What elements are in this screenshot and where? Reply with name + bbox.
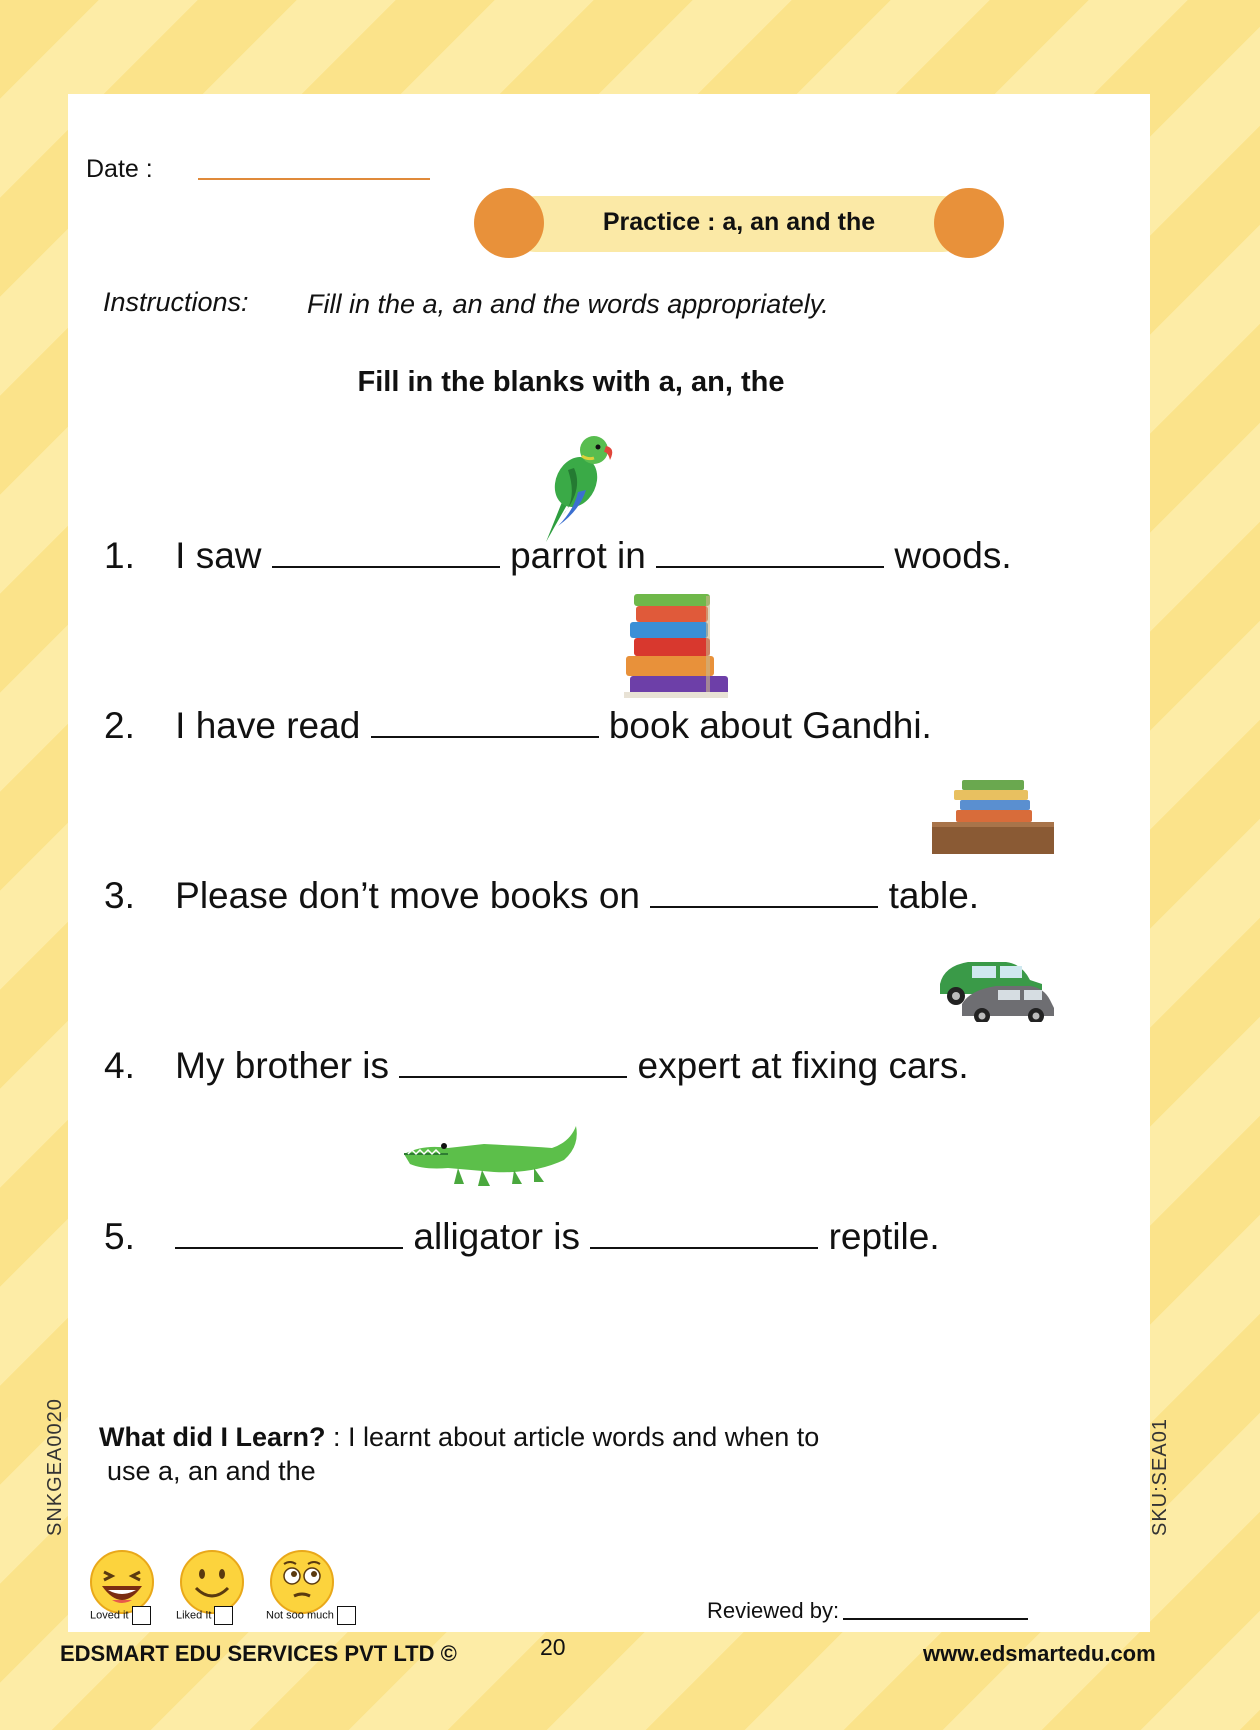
question-3: [104, 875, 979, 917]
footer-website[interactable]: www.edsmartedu.com: [923, 1641, 1156, 1666]
question-text: expert at fixing cars.: [637, 1045, 969, 1086]
answer-blank[interactable]: [371, 706, 599, 738]
question-2: [104, 705, 932, 747]
not-so-much-checkbox[interactable]: [337, 1606, 356, 1625]
answer-blank[interactable]: [590, 1217, 818, 1249]
question-text: woods.: [894, 535, 1012, 576]
date-label: Date :: [86, 155, 153, 183]
question-text: alligator is: [413, 1216, 580, 1257]
question-4: [104, 1045, 969, 1087]
parrot-icon: [528, 430, 618, 545]
question-5: [104, 1216, 940, 1258]
question-number: 2.: [104, 705, 135, 746]
question-text: book about Gandhi.: [608, 705, 932, 746]
reviewed-by-line[interactable]: [843, 1618, 1028, 1620]
books-stack-icon: [616, 592, 732, 704]
feedback-label: Not soo much: [266, 1609, 334, 1622]
side-code-left: SNKGEA0020: [44, 1398, 66, 1536]
side-code-right: SKU:SEA01: [1149, 1418, 1171, 1536]
answer-blank[interactable]: [272, 536, 500, 568]
learning-label: What did I Learn?: [99, 1422, 326, 1452]
date-input-line[interactable]: [198, 178, 430, 180]
loved-it-checkbox[interactable]: [132, 1606, 151, 1625]
reviewed-by-label: Reviewed by:: [707, 1598, 840, 1623]
answer-blank[interactable]: [175, 1217, 403, 1249]
banner-title: Practice : a, an and the: [602, 208, 876, 236]
subheading: Fill in the blanks with a, an, the: [357, 366, 785, 398]
instructions-text: Fill in the a, an and the words appropriately.: [307, 289, 829, 319]
liked-it-checkbox[interactable]: [214, 1606, 233, 1625]
answer-blank[interactable]: [399, 1046, 627, 1078]
question-number: 3.: [104, 875, 135, 916]
books-on-table-icon: [932, 780, 1054, 854]
feedback-option-not-so-much: [266, 1606, 356, 1625]
question-text: table.: [888, 875, 980, 916]
worksheet-page: [68, 94, 1150, 1632]
question-1: [104, 535, 1012, 577]
title-banner: [474, 188, 1004, 260]
question-text: I saw: [175, 535, 262, 576]
question-text: reptile.: [828, 1216, 940, 1257]
feedback-label: Liked It: [176, 1609, 212, 1622]
question-number: 4.: [104, 1045, 135, 1086]
feedback-option-loved: [90, 1606, 151, 1625]
question-number: 5.: [104, 1216, 135, 1257]
learning-summary: [99, 1420, 939, 1488]
answer-blank[interactable]: [656, 536, 884, 568]
answer-blank[interactable]: [650, 876, 878, 908]
question-text: Please don’t move books on: [175, 875, 640, 916]
question-text: parrot in: [510, 535, 646, 576]
feedback-option-liked: [176, 1606, 233, 1625]
learning-text-line2: use a, an and the: [107, 1456, 316, 1486]
feedback-label: Loved it: [90, 1609, 129, 1622]
cars-icon: [932, 958, 1056, 1022]
learning-text: : I learnt about article words and when to: [325, 1422, 820, 1452]
instructions-label: Instructions:: [103, 287, 249, 317]
alligator-icon: [404, 1124, 582, 1192]
footer-company: EDSMART EDU SERVICES PVT LTD ©: [60, 1641, 457, 1666]
question-number: 1.: [104, 535, 135, 576]
page-number: 20: [540, 1634, 566, 1660]
question-text: My brother is: [175, 1045, 389, 1086]
question-text: I have read: [175, 705, 361, 746]
